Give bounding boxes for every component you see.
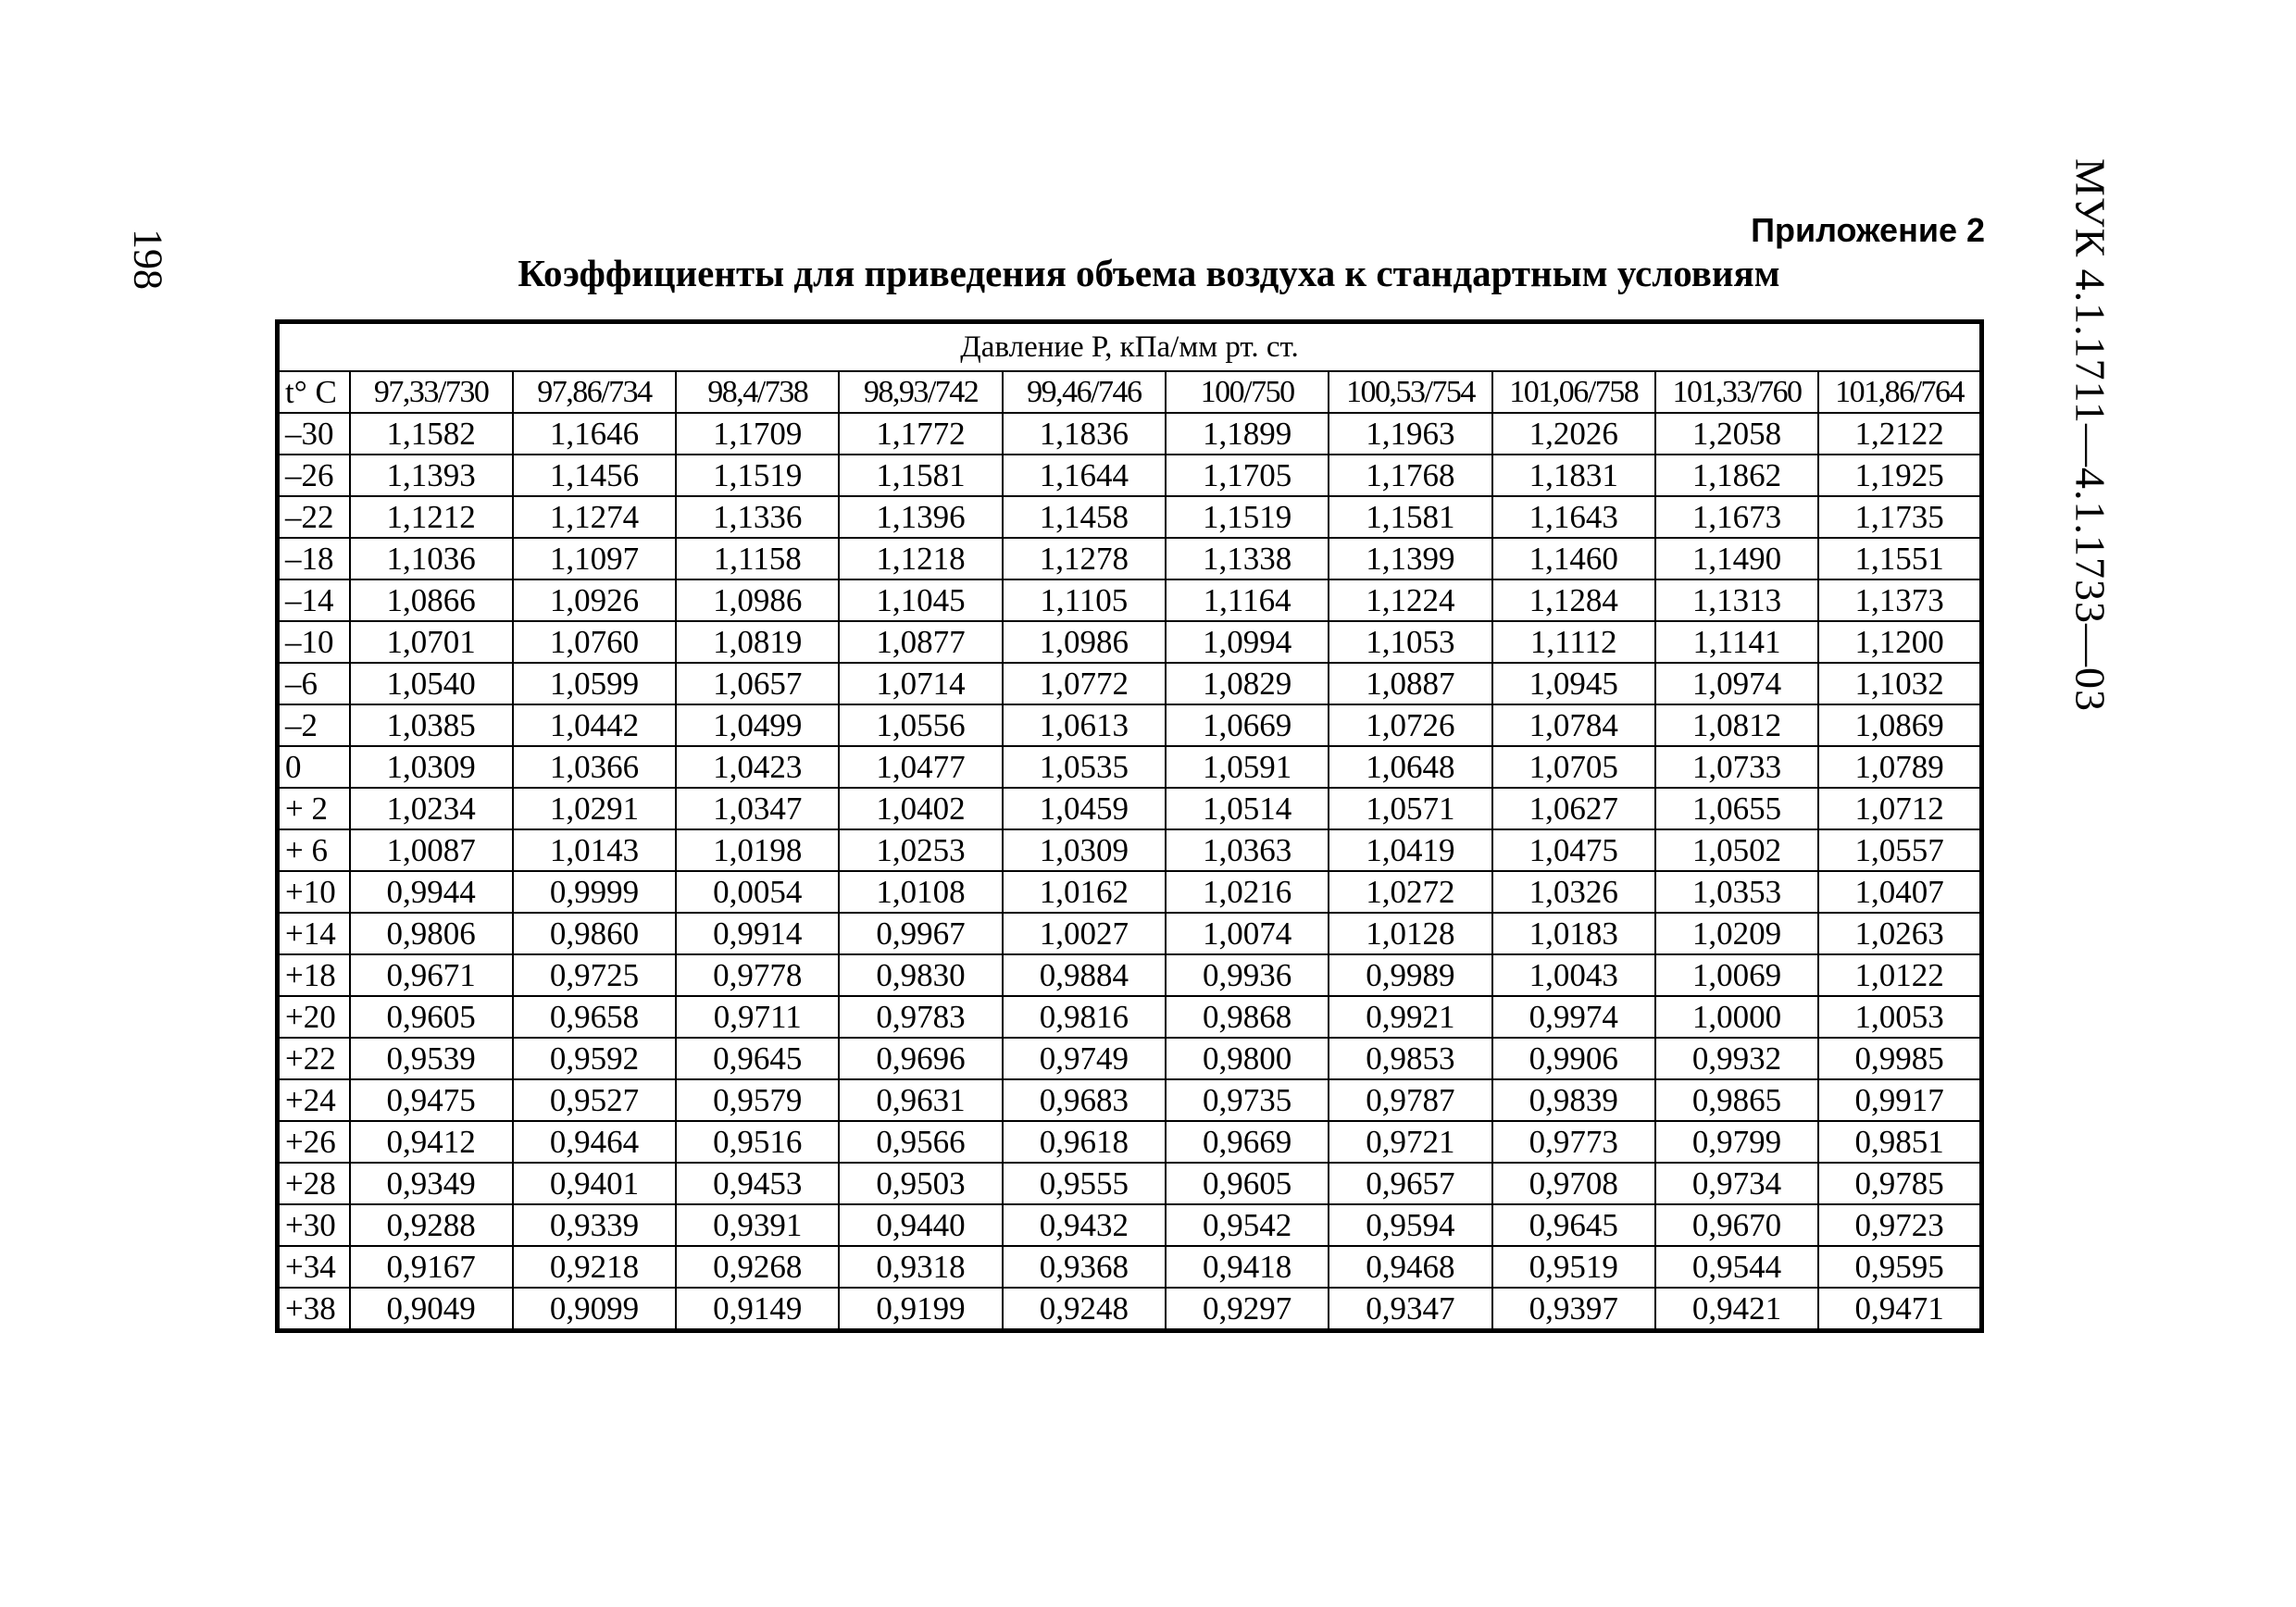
coefficient-cell: 1,0655 <box>1655 788 1818 829</box>
coefficient-cell: 0,9049 <box>350 1288 513 1331</box>
table-row <box>278 1288 1982 1331</box>
coefficient-cell: 1,1200 <box>1818 621 1981 663</box>
coefficient-cell: 0,9725 <box>513 954 676 996</box>
column-header: 97,33/730 <box>350 371 513 413</box>
table-row <box>278 954 1982 996</box>
coefficient-cell: 1,1581 <box>839 455 1002 496</box>
column-header: 101,06/758 <box>1492 371 1655 413</box>
coefficient-cell: 1,0272 <box>1329 871 1491 913</box>
coefficient-cell: 1,1899 <box>1166 413 1329 455</box>
temperature-cell: + 6 <box>278 829 350 871</box>
temperature-cell: –18 <box>278 538 350 579</box>
coefficient-cell: 1,0027 <box>1003 913 1166 954</box>
coefficient-cell: 1,0514 <box>1166 788 1329 829</box>
temperature-cell: +30 <box>278 1204 350 1246</box>
table-row <box>278 663 1982 704</box>
coefficient-cell: 1,0714 <box>839 663 1002 704</box>
coefficient-cell: 1,1036 <box>350 538 513 579</box>
coefficient-cell: 0,9618 <box>1003 1121 1166 1163</box>
coefficient-cell: 1,0772 <box>1003 663 1166 704</box>
coefficient-cell: 1,0866 <box>350 579 513 621</box>
table-row <box>278 1121 1982 1163</box>
coefficient-cell: 0,9868 <box>1166 996 1329 1038</box>
coefficient-cell: 1,1643 <box>1492 496 1655 538</box>
coefficient-cell: 1,0591 <box>1166 746 1329 788</box>
coefficient-cell: 1,1709 <box>676 413 839 455</box>
coefficient-cell: 1,0423 <box>676 746 839 788</box>
temperature-cell: +24 <box>278 1079 350 1121</box>
coefficient-cell: 0,9799 <box>1655 1121 1818 1163</box>
coefficient-cell: 1,1490 <box>1655 538 1818 579</box>
coefficient-cell: 0,9906 <box>1492 1038 1655 1079</box>
table-row <box>278 1204 1982 1246</box>
column-header: 101,33/760 <box>1655 371 1818 413</box>
coefficient-cell: 1,0877 <box>839 621 1002 663</box>
coefficient-cell: 0,9711 <box>676 996 839 1038</box>
coefficient-cell: 1,1097 <box>513 538 676 579</box>
coefficient-cell: 1,0183 <box>1492 913 1655 954</box>
coefficient-cell: 0,9592 <box>513 1038 676 1079</box>
pressure-header-row <box>278 322 1982 372</box>
coefficient-cell: 1,0812 <box>1655 704 1818 746</box>
coefficient-cell: 0,9778 <box>676 954 839 996</box>
coefficient-cell: 0,9708 <box>1492 1163 1655 1204</box>
pressure-header: Давление Р, кПа/мм рт. ст. <box>278 322 1982 372</box>
coefficient-cell: 1,0407 <box>1818 871 1981 913</box>
coefficient-cell: 1,0347 <box>676 788 839 829</box>
coefficient-cell: 1,1925 <box>1818 455 1981 496</box>
coefficient-cell: 1,0366 <box>513 746 676 788</box>
column-header: 101,86/764 <box>1818 371 1981 413</box>
coefficient-cell: 0,9683 <box>1003 1079 1166 1121</box>
coefficient-cell: 1,0986 <box>676 579 839 621</box>
coefficient-cell: 1,0994 <box>1166 621 1329 663</box>
coefficient-cell: 0,9539 <box>350 1038 513 1079</box>
coefficient-cell: 1,1831 <box>1492 455 1655 496</box>
coefficient-cell: 0,9440 <box>839 1204 1002 1246</box>
table-row <box>278 704 1982 746</box>
coefficient-cell: 1,1112 <box>1492 621 1655 663</box>
coefficient-cell: 1,0613 <box>1003 704 1166 746</box>
coefficient-cell: 0,9851 <box>1818 1121 1981 1163</box>
temperature-cell: –10 <box>278 621 350 663</box>
coefficient-cell: 0,9917 <box>1818 1079 1981 1121</box>
coefficient-cell: 1,0869 <box>1818 704 1981 746</box>
coefficient-cell: 1,1735 <box>1818 496 1981 538</box>
coefficient-cell: 1,1772 <box>839 413 1002 455</box>
coefficient-cell: 0,9921 <box>1329 996 1491 1038</box>
coefficient-cell: 1,1105 <box>1003 579 1166 621</box>
coefficient-cell: 0,9432 <box>1003 1204 1166 1246</box>
coefficient-cell: 1,1582 <box>350 413 513 455</box>
coefficient-cell: 0,9631 <box>839 1079 1002 1121</box>
coefficient-cell: 1,1338 <box>1166 538 1329 579</box>
temperature-cell: –2 <box>278 704 350 746</box>
coefficient-cell: 0,9860 <box>513 913 676 954</box>
table-row <box>278 1079 1982 1121</box>
coefficient-cell: 1,0122 <box>1818 954 1981 996</box>
column-header-row <box>278 371 1982 413</box>
document-code: МУК 4.1.1711—4.1.1733—03 <box>2066 158 2115 712</box>
coefficient-cell: 1,0789 <box>1818 746 1981 788</box>
table-row <box>278 1163 1982 1204</box>
coefficient-cell: 1,1646 <box>513 413 676 455</box>
coefficient-cell: 0,9391 <box>676 1204 839 1246</box>
coefficient-cell: 0,9785 <box>1818 1163 1981 1204</box>
coefficient-cell: 1,0556 <box>839 704 1002 746</box>
coefficient-cell: 0,9936 <box>1166 954 1329 996</box>
coefficient-cell: 1,0477 <box>839 746 1002 788</box>
coefficient-cell: 1,0829 <box>1166 663 1329 704</box>
coefficient-cell: 1,0535 <box>1003 746 1166 788</box>
column-header: 98,93/742 <box>839 371 1002 413</box>
table-row <box>278 913 1982 954</box>
coefficient-cell: 0,9884 <box>1003 954 1166 996</box>
coefficient-cell: 0,9944 <box>350 871 513 913</box>
coefficient-cell: 1,1284 <box>1492 579 1655 621</box>
coefficient-cell: 1,0128 <box>1329 913 1491 954</box>
coefficient-cell: 1,2058 <box>1655 413 1818 455</box>
coefficient-cell: 0,9605 <box>1166 1163 1329 1204</box>
coefficient-cell: 1,0442 <box>513 704 676 746</box>
coefficient-cell: 0,9519 <box>1492 1246 1655 1288</box>
coefficient-cell: 1,0043 <box>1492 954 1655 996</box>
coefficient-cell: 1,0087 <box>350 829 513 871</box>
coefficient-cell: 1,1705 <box>1166 455 1329 496</box>
temperature-cell: +34 <box>278 1246 350 1288</box>
coefficient-cell: 1,1644 <box>1003 455 1166 496</box>
temperature-cell: +20 <box>278 996 350 1038</box>
coefficient-cell: 0,9464 <box>513 1121 676 1163</box>
coefficient-cell: 1,0705 <box>1492 746 1655 788</box>
coefficient-cell: 0,9349 <box>350 1163 513 1204</box>
temperature-cell: +18 <box>278 954 350 996</box>
coefficient-cell: 1,0108 <box>839 871 1002 913</box>
coefficient-cell: 1,1581 <box>1329 496 1491 538</box>
page-number: 198 <box>125 229 171 290</box>
temperature-cell: +38 <box>278 1288 350 1331</box>
coefficient-cell: 0,9658 <box>513 996 676 1038</box>
coefficient-cell: 1,0571 <box>1329 788 1491 829</box>
coefficient-cell: 0,9989 <box>1329 954 1491 996</box>
coefficient-cell: 0,9453 <box>676 1163 839 1204</box>
coefficient-cell: 0,9865 <box>1655 1079 1818 1121</box>
coefficient-cell: 0,9721 <box>1329 1121 1491 1163</box>
coefficient-cell: 0,9645 <box>1492 1204 1655 1246</box>
coefficient-cell: 1,0986 <box>1003 621 1166 663</box>
coefficient-cell: 1,1862 <box>1655 455 1818 496</box>
coefficient-cell: 1,0053 <box>1818 996 1981 1038</box>
coefficient-cell: 1,1673 <box>1655 496 1818 538</box>
coefficient-cell: 0,9248 <box>1003 1288 1166 1331</box>
table-row <box>278 496 1982 538</box>
coefficient-cell: 0,9595 <box>1818 1246 1981 1288</box>
coefficient-cell: 1,0733 <box>1655 746 1818 788</box>
coefficient-cell: 0,9318 <box>839 1246 1002 1288</box>
coefficient-cell: 1,0000 <box>1655 996 1818 1038</box>
coefficient-cell: 1,1396 <box>839 496 1002 538</box>
coefficient-cell: 0,9401 <box>513 1163 676 1204</box>
coefficients-table <box>275 319 1984 1333</box>
coefficient-cell: 1,1551 <box>1818 538 1981 579</box>
coefficient-cell: 1,1164 <box>1166 579 1329 621</box>
column-header: 98,4/738 <box>676 371 839 413</box>
coefficient-cell: 0,9787 <box>1329 1079 1491 1121</box>
coefficient-cell: 1,1218 <box>839 538 1002 579</box>
table-row <box>278 621 1982 663</box>
coefficient-cell: 0,9421 <box>1655 1288 1818 1331</box>
coefficient-cell: 0,9339 <box>513 1204 676 1246</box>
coefficient-cell: 1,0648 <box>1329 746 1491 788</box>
coefficient-cell: 1,0074 <box>1166 913 1329 954</box>
coefficient-cell: 1,0419 <box>1329 829 1491 871</box>
coefficient-cell: 1,0143 <box>513 829 676 871</box>
coefficient-cell: 0,9594 <box>1329 1204 1491 1246</box>
coefficient-cell: 1,1158 <box>676 538 839 579</box>
coefficient-cell: 0,9555 <box>1003 1163 1166 1204</box>
temperature-cell: –22 <box>278 496 350 538</box>
temperature-cell: –30 <box>278 413 350 455</box>
table-row <box>278 413 1982 455</box>
temperature-header: t° С <box>278 371 350 413</box>
coefficient-cell: 0,9735 <box>1166 1079 1329 1121</box>
coefficient-cell: 1,0627 <box>1492 788 1655 829</box>
coefficient-cell: 1,0069 <box>1655 954 1818 996</box>
temperature-cell: + 2 <box>278 788 350 829</box>
coefficient-cell: 0,9914 <box>676 913 839 954</box>
coefficient-cell: 0,9471 <box>1818 1288 1981 1331</box>
coefficient-cell: 1,0234 <box>350 788 513 829</box>
temperature-cell: +10 <box>278 871 350 913</box>
coefficient-cell: 0,9099 <box>513 1288 676 1331</box>
coefficient-cell: 1,0819 <box>676 621 839 663</box>
coefficient-cell: 1,0209 <box>1655 913 1818 954</box>
coefficient-cell: 1,2122 <box>1818 413 1981 455</box>
coefficient-cell: 1,0760 <box>513 621 676 663</box>
coefficient-cell: 1,0363 <box>1166 829 1329 871</box>
coefficient-cell: 0,9397 <box>1492 1288 1655 1331</box>
table-row <box>278 538 1982 579</box>
coefficient-cell: 1,1212 <box>350 496 513 538</box>
coefficient-cell: 1,1768 <box>1329 455 1491 496</box>
coefficient-cell: 0,9816 <box>1003 996 1166 1038</box>
coefficient-cell: 1,0712 <box>1818 788 1981 829</box>
coefficient-cell: 1,1519 <box>676 455 839 496</box>
table-row <box>278 871 1982 913</box>
coefficient-cell: 1,1141 <box>1655 621 1818 663</box>
coefficient-cell: 1,0309 <box>350 746 513 788</box>
coefficient-cell: 0,9657 <box>1329 1163 1491 1204</box>
coefficient-cell: 1,0291 <box>513 788 676 829</box>
coefficient-cell: 1,1313 <box>1655 579 1818 621</box>
coefficient-cell: 0,9773 <box>1492 1121 1655 1163</box>
coefficient-cell: 0,9839 <box>1492 1079 1655 1121</box>
coefficient-cell: 0,9669 <box>1166 1121 1329 1163</box>
coefficient-cell: 0,9696 <box>839 1038 1002 1079</box>
coefficient-cell: 1,0402 <box>839 788 1002 829</box>
table-title: Коэффициенты для приведения объема воздуха к стандартным условиям <box>518 252 1780 294</box>
coefficient-cell: 1,0726 <box>1329 704 1491 746</box>
temperature-cell: –26 <box>278 455 350 496</box>
coefficient-cell: 1,0162 <box>1003 871 1166 913</box>
table-row <box>278 829 1982 871</box>
coefficient-cell: 0,9542 <box>1166 1204 1329 1246</box>
coefficient-cell: 1,0309 <box>1003 829 1166 871</box>
coefficient-cell: 0,9749 <box>1003 1038 1166 1079</box>
coefficient-cell: 0,9967 <box>839 913 1002 954</box>
coefficient-cell: 1,0784 <box>1492 704 1655 746</box>
coefficient-cell: 1,0499 <box>676 704 839 746</box>
coefficient-cell: 0,9999 <box>513 871 676 913</box>
coefficient-cell: 1,1373 <box>1818 579 1981 621</box>
coefficient-cell: 1,0216 <box>1166 871 1329 913</box>
table-row <box>278 788 1982 829</box>
coefficient-cell: 0,9932 <box>1655 1038 1818 1079</box>
coefficient-cell: 0,0054 <box>676 871 839 913</box>
coefficient-cell: 1,1274 <box>513 496 676 538</box>
temperature-cell: –14 <box>278 579 350 621</box>
coefficient-cell: 0,9800 <box>1166 1038 1329 1079</box>
coefficient-cell: 0,9645 <box>676 1038 839 1079</box>
coefficient-cell: 0,9670 <box>1655 1204 1818 1246</box>
temperature-cell: +28 <box>278 1163 350 1204</box>
coefficient-cell: 0,9368 <box>1003 1246 1166 1288</box>
coefficient-cell: 1,1045 <box>839 579 1002 621</box>
coefficient-cell: 0,9297 <box>1166 1288 1329 1331</box>
coefficient-cell: 1,0945 <box>1492 663 1655 704</box>
coefficient-cell: 1,0353 <box>1655 871 1818 913</box>
coefficient-cell: 0,9605 <box>350 996 513 1038</box>
coefficient-cell: 0,9544 <box>1655 1246 1818 1288</box>
temperature-cell: +22 <box>278 1038 350 1079</box>
coefficient-cell: 1,0475 <box>1492 829 1655 871</box>
coefficient-cell: 0,9974 <box>1492 996 1655 1038</box>
column-header: 100,53/754 <box>1329 371 1491 413</box>
column-header: 100/750 <box>1166 371 1329 413</box>
coefficient-cell: 1,1836 <box>1003 413 1166 455</box>
coefficient-cell: 0,9288 <box>350 1204 513 1246</box>
coefficient-cell: 1,1456 <box>513 455 676 496</box>
coefficient-cell: 0,9806 <box>350 913 513 954</box>
coefficient-cell: 1,0385 <box>350 704 513 746</box>
column-header: 97,86/734 <box>513 371 676 413</box>
coefficient-cell: 1,0198 <box>676 829 839 871</box>
coefficient-cell: 0,9503 <box>839 1163 1002 1204</box>
coefficient-cell: 1,1278 <box>1003 538 1166 579</box>
coefficient-cell: 1,1460 <box>1492 538 1655 579</box>
coefficient-cell: 1,2026 <box>1492 413 1655 455</box>
coefficient-cell: 1,0263 <box>1818 913 1981 954</box>
coefficient-cell: 0,9347 <box>1329 1288 1491 1331</box>
coefficient-cell: 0,9218 <box>513 1246 676 1288</box>
coefficient-cell: 1,0669 <box>1166 704 1329 746</box>
coefficient-cell: 1,1399 <box>1329 538 1491 579</box>
coefficient-cell: 1,1053 <box>1329 621 1491 663</box>
coefficient-cell: 0,9566 <box>839 1121 1002 1163</box>
coefficient-cell: 1,1224 <box>1329 579 1491 621</box>
coefficient-cell: 0,9167 <box>350 1246 513 1288</box>
temperature-cell: +26 <box>278 1121 350 1163</box>
coefficient-cell: 1,1458 <box>1003 496 1166 538</box>
coefficient-cell: 0,9734 <box>1655 1163 1818 1204</box>
column-header: 99,46/746 <box>1003 371 1166 413</box>
coefficient-cell: 0,9579 <box>676 1079 839 1121</box>
coefficient-cell: 1,0701 <box>350 621 513 663</box>
appendix-label: Приложение 2 <box>1751 211 1985 249</box>
coefficient-cell: 0,9830 <box>839 954 1002 996</box>
coefficient-cell: 0,9516 <box>676 1121 839 1163</box>
table-row <box>278 455 1982 496</box>
coefficient-cell: 1,1393 <box>350 455 513 496</box>
coefficient-cell: 0,9412 <box>350 1121 513 1163</box>
coefficient-cell: 0,9723 <box>1818 1204 1981 1246</box>
coefficient-cell: 1,0887 <box>1329 663 1491 704</box>
coefficient-cell: 1,0974 <box>1655 663 1818 704</box>
coefficient-cell: 1,0540 <box>350 663 513 704</box>
coefficient-cell: 0,9783 <box>839 996 1002 1038</box>
coefficient-cell: 1,1963 <box>1329 413 1491 455</box>
table-row <box>278 746 1982 788</box>
coefficient-cell: 0,9671 <box>350 954 513 996</box>
coefficient-cell: 0,9475 <box>350 1079 513 1121</box>
table-row <box>278 579 1982 621</box>
coefficient-cell: 0,9199 <box>839 1288 1002 1331</box>
coefficient-cell: 0,9853 <box>1329 1038 1491 1079</box>
temperature-cell: –6 <box>278 663 350 704</box>
coefficient-cell: 0,9985 <box>1818 1038 1981 1079</box>
coefficient-cell: 0,9268 <box>676 1246 839 1288</box>
coefficient-cell: 1,0599 <box>513 663 676 704</box>
coefficient-cell: 1,0253 <box>839 829 1002 871</box>
temperature-cell: +14 <box>278 913 350 954</box>
coefficient-cell: 1,0459 <box>1003 788 1166 829</box>
table-row <box>278 996 1982 1038</box>
coefficient-cell: 1,1032 <box>1818 663 1981 704</box>
coefficient-cell: 1,1336 <box>676 496 839 538</box>
coefficient-cell: 0,9468 <box>1329 1246 1491 1288</box>
table-row <box>278 1246 1982 1288</box>
coefficient-cell: 1,0557 <box>1818 829 1981 871</box>
coefficient-cell: 1,1519 <box>1166 496 1329 538</box>
coefficient-cell: 0,9418 <box>1166 1246 1329 1288</box>
coefficient-cell: 0,9527 <box>513 1079 676 1121</box>
coefficient-cell: 1,0926 <box>513 579 676 621</box>
temperature-cell: 0 <box>278 746 350 788</box>
table-body <box>278 413 1982 1331</box>
coefficient-cell: 0,9149 <box>676 1288 839 1331</box>
coefficient-cell: 1,0502 <box>1655 829 1818 871</box>
coefficient-cell: 1,0326 <box>1492 871 1655 913</box>
coefficient-cell: 1,0657 <box>676 663 839 704</box>
table-row <box>278 1038 1982 1079</box>
